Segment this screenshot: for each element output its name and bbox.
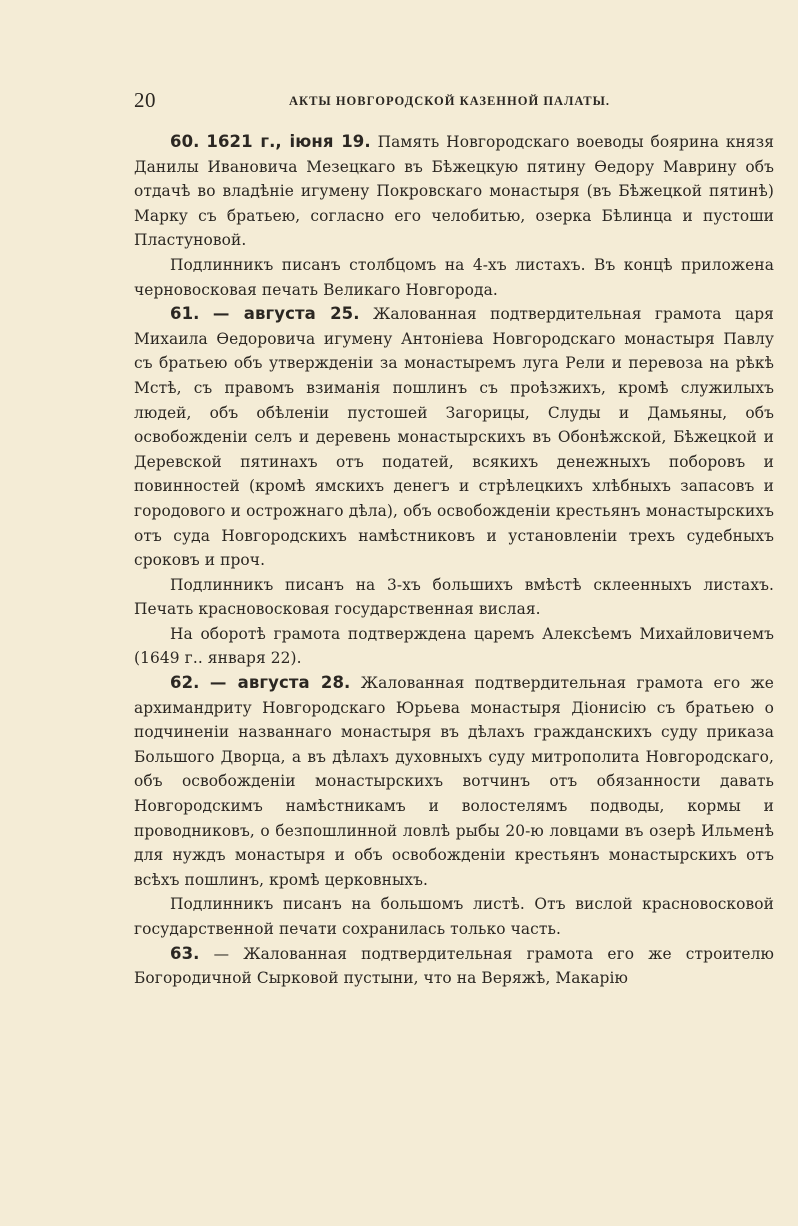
running-title: АКТЫ НОВГОРОДСКОЙ КАЗЕННОЙ ПАЛАТЫ. [289,94,611,108]
entry-date: — августа 28. [209,673,351,693]
entry-date: — августа 25. [212,304,360,324]
entry-note: Подлинникъ писанъ на большомъ листѣ. Отъ вислой красновосковой государственной печати сохранилась только часть. [134,895,774,938]
entry-61 [134,302,774,573]
entry-date: 1621 г., iюня 19. [206,132,371,151]
entry-number: 60. [170,132,200,151]
entry-note: Подлинникъ писанъ столбцомъ на 4-хъ листахъ. Въ концѣ приложена черновосковая печать Великаго Новгорода. [134,255,774,299]
entry-note: Подлинникъ писанъ на 3-хъ большихъ вмѣстѣ склеенныхъ листахъ. Печать красновосковая государственная вислая. [134,575,774,619]
entry-date: — [213,944,230,963]
entry-62 [134,671,774,892]
entry-text: Память Новгородскаго воеводы боярина князя Данилы Ивановича Мезецкаго въ Бѣжецкую пятину Ѳедору Маврину объ отдачѣ во владѣнiе игумену Покровскаго монастыря (въ Бѣжецкой пятинѣ) Марку съ братьею, согласно его челобитью, озерка Бѣлинца и пустоши Пластуновой. [134,133,775,250]
page-number: 20 [134,88,156,112]
entry-63 [134,942,774,991]
entry-number: 63. [170,943,200,963]
entry-text: Жалованная подтвердительная грамота царя Михаила Ѳедоровича игумену Антонiева Новгородскаго монастыря Павлу съ братьею объ утвержденiи за монастыремъ луга Рели и перевоза на рѣкѣ Мстѣ, съ правомъ взиманiя пошлинъ съ проѣзжихъ, кромѣ служилыхъ людей, объ обѣленiи пустошей Загорицы, Слуды и Дамьяны, объ освобожденiи селъ и деревень монастырскихъ въ Обонѣжской, Бѣжецкой и Деревской пятинахъ отъ податей, всякихъ денежныхъ поборовъ и повинностей (кромѣ ямскихъ денегъ и стрѣлецкихъ хлѣбныхъ запасовъ и городового и острожнаго дѣла), объ освобожденiи крестьянъ монастырскихъ отъ суда Новгородскихъ намѣстниковъ и установленiи трехъ судебныхъ сроковъ и проч. [134,305,774,570]
entry-number: 61. [170,304,200,324]
running-header [134,88,774,112]
entry-note: На оборотѣ грамота подтверждена царемъ Алексѣемъ Михайловичемъ (1649 г.. января 22). [134,624,774,668]
entry-text: Жалованная подтвердительная грамота его же строителю Богородичной Сырковой пустыни, что на Веряжѣ, Макарiю [134,944,775,988]
entry-number: 62. [170,673,200,693]
text-body [134,130,774,991]
entry-60 [134,130,774,253]
entry-text: Жалованная подтвердительная грамота его же архимандриту Новгородскаго Юрьева монастыря Дiонисiю съ братьею о подчиненiи названнаго монастыря въ дѣлахъ гражданскихъ суду приказа Большого Дворца, а въ дѣлахъ духовныхъ суду митрополита Новгородскаго, объ освобожденiи монастырскихъ вотчинъ отъ обязанности давать Новгородскимъ намѣстникамъ и волостелямъ подводы, кормы и проводниковъ, о безпошлинной ловлѣ рыбы 20-ю ловцами въ озерѣ Ильменѣ для нуждъ монастыря и объ освобожденiи крестьянъ монастырскихъ отъ всѣхъ пошлинъ, кромѣ церковныхъ. [134,674,775,889]
